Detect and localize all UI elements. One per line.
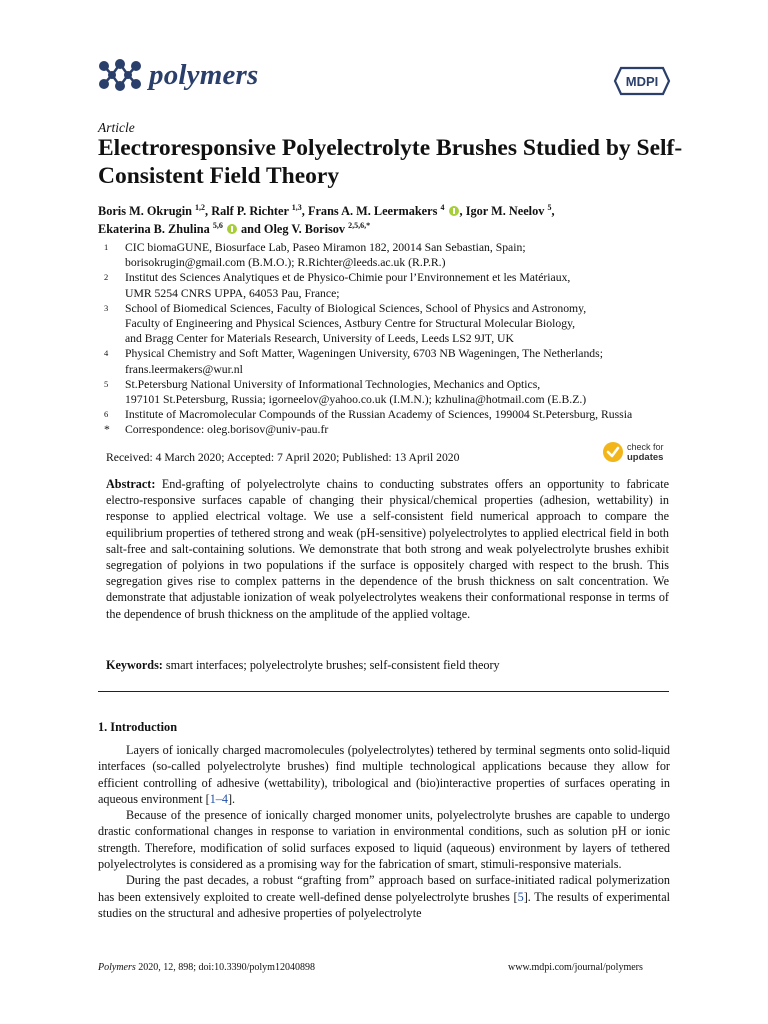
abstract-text: End-grafting of polyelectrolyte chains to conducting substrates offers an opportunity to fabricate electro-responsive surfaces capable of changing their physical/chemical properties (adhesion, wettability) in response to applied electrical voltage. We use a self-consistent field numerical approach to compare the equilibrium properties of tethered strong and weak (pH-sensitive) polyelectrolytes to applied electrical field in both salt-free and salt-containing solutions. We demonstrate that both strong and weak polyelectrolyte brushes exhibit segregation of polyions in two populations if the surface is oppositely charged with respect to the brush. This segregation gives rise to complex patterns in the dependence of the brush thickness on salt concentration. We demonstrate that adjustable ionization of weak polyelectrolytes weakens their conformational response in terms of the dependence of brush thickness on the amplitude of the applied voltage. — [106, 477, 670, 621]
affiliation-list — [98, 240, 678, 438]
affiliation-number: 1 — [104, 242, 109, 252]
publisher-name: MDPI — [625, 74, 659, 89]
polymers-logo-icon — [97, 58, 143, 92]
affiliation-item — [98, 407, 678, 422]
keywords — [106, 658, 669, 673]
paper-title: Electroresponsive Polyelectrolyte Brushes Studied by Self-Consistent Field Theory — [98, 135, 683, 189]
journal-name: polymers — [149, 58, 259, 91]
affiliation-item — [98, 301, 678, 347]
citation-link[interactable]: 5 — [517, 889, 524, 904]
correspondence-item — [98, 422, 678, 437]
footer-citation-text: 2020, 12, 898; doi:10.3390/polym12040898 — [138, 962, 315, 973]
affiliation-line: CIC biomaGUNE, Biosurface Lab, Paseo Miramon 182, 20014 San Sebastian, Spain; — [125, 241, 526, 254]
orcid-icon[interactable] — [227, 224, 237, 234]
author-affiliation-ref: 1,2 — [195, 202, 206, 212]
footer-url[interactable]: www.mdpi.com/journal/polymers — [508, 962, 643, 973]
mdpi-logo — [613, 66, 671, 101]
section-divider — [98, 691, 669, 692]
affiliation-number: 2 — [104, 272, 109, 283]
abstract-label: Abstract: — [106, 477, 156, 491]
affiliation-item — [98, 346, 678, 376]
footer-citation — [98, 962, 315, 973]
author-list — [98, 202, 678, 238]
affiliation-line: Institut des Sciences Analytiques et de Physico-Chimie pour l’Environnement et les Matériaux, — [125, 271, 571, 285]
publication-dates: Received: 4 March 2020; Accepted: 7 April 2020; Published: 13 April 2020 — [106, 451, 460, 464]
author-line-2 — [98, 220, 678, 238]
abstract — [106, 476, 669, 622]
orcid-icon[interactable] — [449, 206, 459, 216]
affiliation-line: borisokrugin@gmail.com (B.M.O.); R.Richter@leeds.ac.uk (R.P.R.) — [125, 256, 446, 270]
affiliation-line: 197101 St.Petersburg, Russia; igorneelov@yahoo.co.uk (I.M.N.); kzhulina@hotmail.com (E.B.Z.) — [125, 393, 587, 407]
check-updates-icon — [602, 441, 624, 463]
author-name: Frans A. M. Leermakers — [307, 204, 438, 218]
author-affiliation-ref: 5 — [547, 202, 552, 212]
journal-logo — [97, 58, 259, 92]
keywords-text: smart interfaces; polyelectrolyte brushes; self-consistent field theory — [165, 658, 500, 672]
correspondence-text: Correspondence: oleg.borisov@univ-pau.fr — [125, 423, 329, 437]
affiliation-line: St.Petersburg National University of Informational Technologies, Mechanics and Optics, — [125, 377, 541, 391]
affiliation-line: Faculty of Engineering and Physical Sciences, Astbury Centre for Structural Molecular Biology, — [125, 317, 576, 331]
keywords-label: Keywords: — [106, 658, 163, 672]
author-name: Ekaterina B. Zhulina — [98, 222, 210, 236]
section-heading: 1. Introduction — [98, 720, 178, 734]
mdpi-logo-icon — [613, 66, 671, 96]
author-affiliation-ref: 5,6 — [212, 220, 223, 230]
affiliation-item — [98, 240, 678, 270]
intro-paragraph: Layers of ionically charged macromolecules (polyelectrolytes) tethered by terminal segments onto solid-liquid interfaces (so-called polyelectrolyte brushes) find multiple technological applications because they allow for efficient controlling of adhesive (wettability), tribological and (bio)interactive properties of surfaces operating in aqueous environment [1–4]. — [98, 743, 670, 806]
affiliation-line: frans.leermakers@wur.nl — [125, 362, 243, 376]
affiliation-number: 4 — [104, 348, 109, 359]
affiliation-line: and Bragg Center for Materials Research, University of Leeds, Leeds LS2 9JT, UK — [125, 332, 514, 346]
intro-paragraph: During the past decades, a robust “grafting from” approach based on surface-initiated radical polymerization has been extensively exploited to create well-defined dense polyelectrolyte brushes [5]. The results of experimental studies on the structural and adhesive properties of polyelectrolyte — [98, 873, 670, 920]
affiliation-number: 5 — [104, 378, 109, 389]
affiliation-line: School of Biomedical Sciences, Faculty of Biological Sciences, School of Physics and Astronomy, — [125, 301, 587, 315]
author-name: Oleg V. Borisov — [263, 222, 346, 236]
author-name: Igor M. Neelov — [465, 204, 545, 218]
author-affiliation-ref: 1,3 — [291, 202, 302, 212]
affiliation-line: Physical Chemistry and Soft Matter, Wageningen University, 6703 NB Wageningen, The Netherlands; — [125, 347, 603, 361]
affiliation-item — [98, 377, 678, 407]
introduction-body — [98, 742, 670, 921]
affiliation-item — [98, 270, 678, 300]
author-name: Boris M. Okrugin — [98, 204, 192, 218]
affiliation-number: 6 — [104, 409, 109, 420]
correspondence-mark: * — [104, 423, 110, 437]
author-affiliation-ref: 4 — [440, 202, 445, 212]
check-updates-line2: updates — [627, 451, 664, 463]
author-name: Ralf P. Richter — [211, 204, 289, 218]
article-type: Article — [98, 120, 135, 135]
affiliation-number: 3 — [104, 302, 109, 313]
citation-link[interactable]: 1–4 — [209, 791, 228, 806]
author-affiliation-ref: 2,5,6,* — [348, 220, 371, 230]
affiliation-line: UMR 5254 CNRS UPPA, 64053 Pau, France; — [125, 286, 340, 300]
and-word: and — [240, 222, 261, 236]
intro-paragraph: Because of the presence of ionically charged monomer units, polyelectrolyte brushes are capable to undergo drastic conformational changes in response to variation in environmental conditions, such as solution pH or ionic strength. Therefore, modification of solid surfaces exposed to liquid (aqueous) environment by layers of tethered polyelectrolytes is considered as a promising way for the fabrication of smart, stimuli-responsive materials. — [98, 808, 670, 872]
affiliation-line: Institute of Macromolecular Compounds of the Russian Academy of Sciences, 199004 St.Petersburg, Russia — [125, 408, 633, 422]
check-updates-line1: check for — [627, 441, 664, 452]
footer-journal-name: Polymers — [98, 962, 136, 973]
author-line-1: Boris M. Okrugin $^{1,2}$, Ralf P. Richter $^{1,3}$, Frans A. M. Leermakers $^4$ , Igor M. Neelov $^5$, — [98, 202, 555, 218]
check-for-updates-badge[interactable] — [602, 441, 664, 463]
